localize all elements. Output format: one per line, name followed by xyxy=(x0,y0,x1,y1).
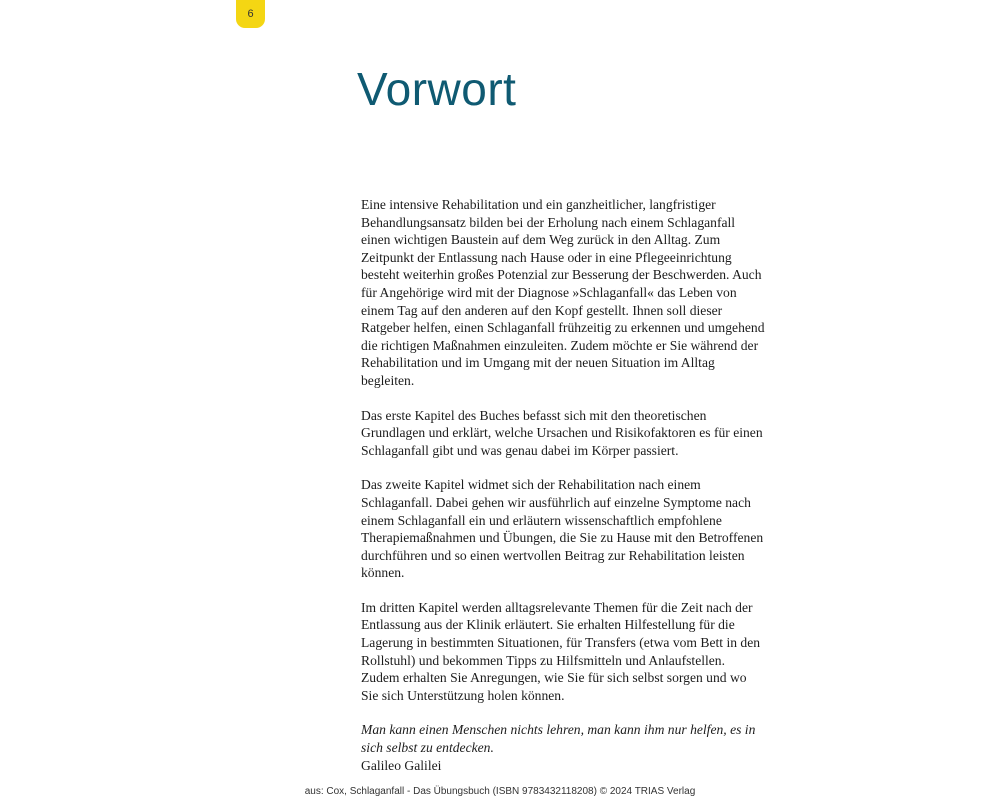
paragraph-chapter-two: Das zweite Kapitel widmet sich der Rehabilitation nach einem Schlaganfall. Dabei gehen wir ausführlich auf einzelne Symptome nach einem Schlaganfall ein und erläutern wissenschaftlich empfohlene Therapiemaßnahmen und Übungen, die Sie zu Hause mit den Betroffenen durchführen und so einen wertvollen Beitrag zur Rehabilitation leisten können. xyxy=(361,477,764,581)
paragraph-intro: Eine intensive Rehabilitation und ein ganzheitlicher, langfristiger Behandlungsansatz bilden bei der Erholung nach einem Schlaganfall einen wichtigen Baustein auf dem Weg zurück in den Alltag. Zum Zeitpunkt der Entlassung nach Hause oder in eine Pflegeeinrichtung besteht weiterhin großes Potenzial zur Besserung der Beschwerden. Auch für Angehörige wird mit der Diagnose »Schlaganfall« das Leben von einem Tag auf den anderen auf den Kopf gestellt. Ihnen soll dieser Ratgeber helfen, einen Schlaganfall frühzeitig zu erkennen und umgehend die richtigen Maßnahmen einzuleiten. Zudem möchte er Sie während der Rehabilitation und im Umgang mit der neuen Situation im Alltag begleiten. xyxy=(361,197,765,388)
quote-text: Man kann einen Menschen nichts lehren, man kann ihm nur helfen, es in sich selbst zu entdecken. xyxy=(361,722,756,756)
quote-author: Galileo Galilei xyxy=(361,757,442,773)
page-number-badge: 6 xyxy=(236,0,265,28)
paragraph-chapter-one: Das erste Kapitel des Buches befasst sich mit den theoretischen Grundlagen und erklärt, welche Ursachen und Risikofaktoren es für einen Schlaganfall gibt und was genau dabei im Körper passiert. xyxy=(361,407,763,458)
source-footer: aus: Cox, Schlaganfall - Das Übungsbuch (ISBN 9783432118208) © 2024 TRIAS Verlag xyxy=(304,786,696,797)
page-title: Vorwort xyxy=(357,63,517,115)
paragraph-chapter-three: Im dritten Kapitel werden alltagsrelevante Themen für die Zeit nach der Entlassung aus der Klinik erläutert. Sie erhalten Hilfestellung für die Lagerung in bestimmten Situationen, für Transfers (etwa vom Bett in den Rollstuhl) und bekommen Tipps zu Hilfsmitteln und Anlaufstellen. Zudem erhalten Sie Anregungen, wie Sie für sich selbst sorgen und wo Sie sich Unterstützung holen können. xyxy=(361,599,761,703)
body-text xyxy=(361,196,766,774)
